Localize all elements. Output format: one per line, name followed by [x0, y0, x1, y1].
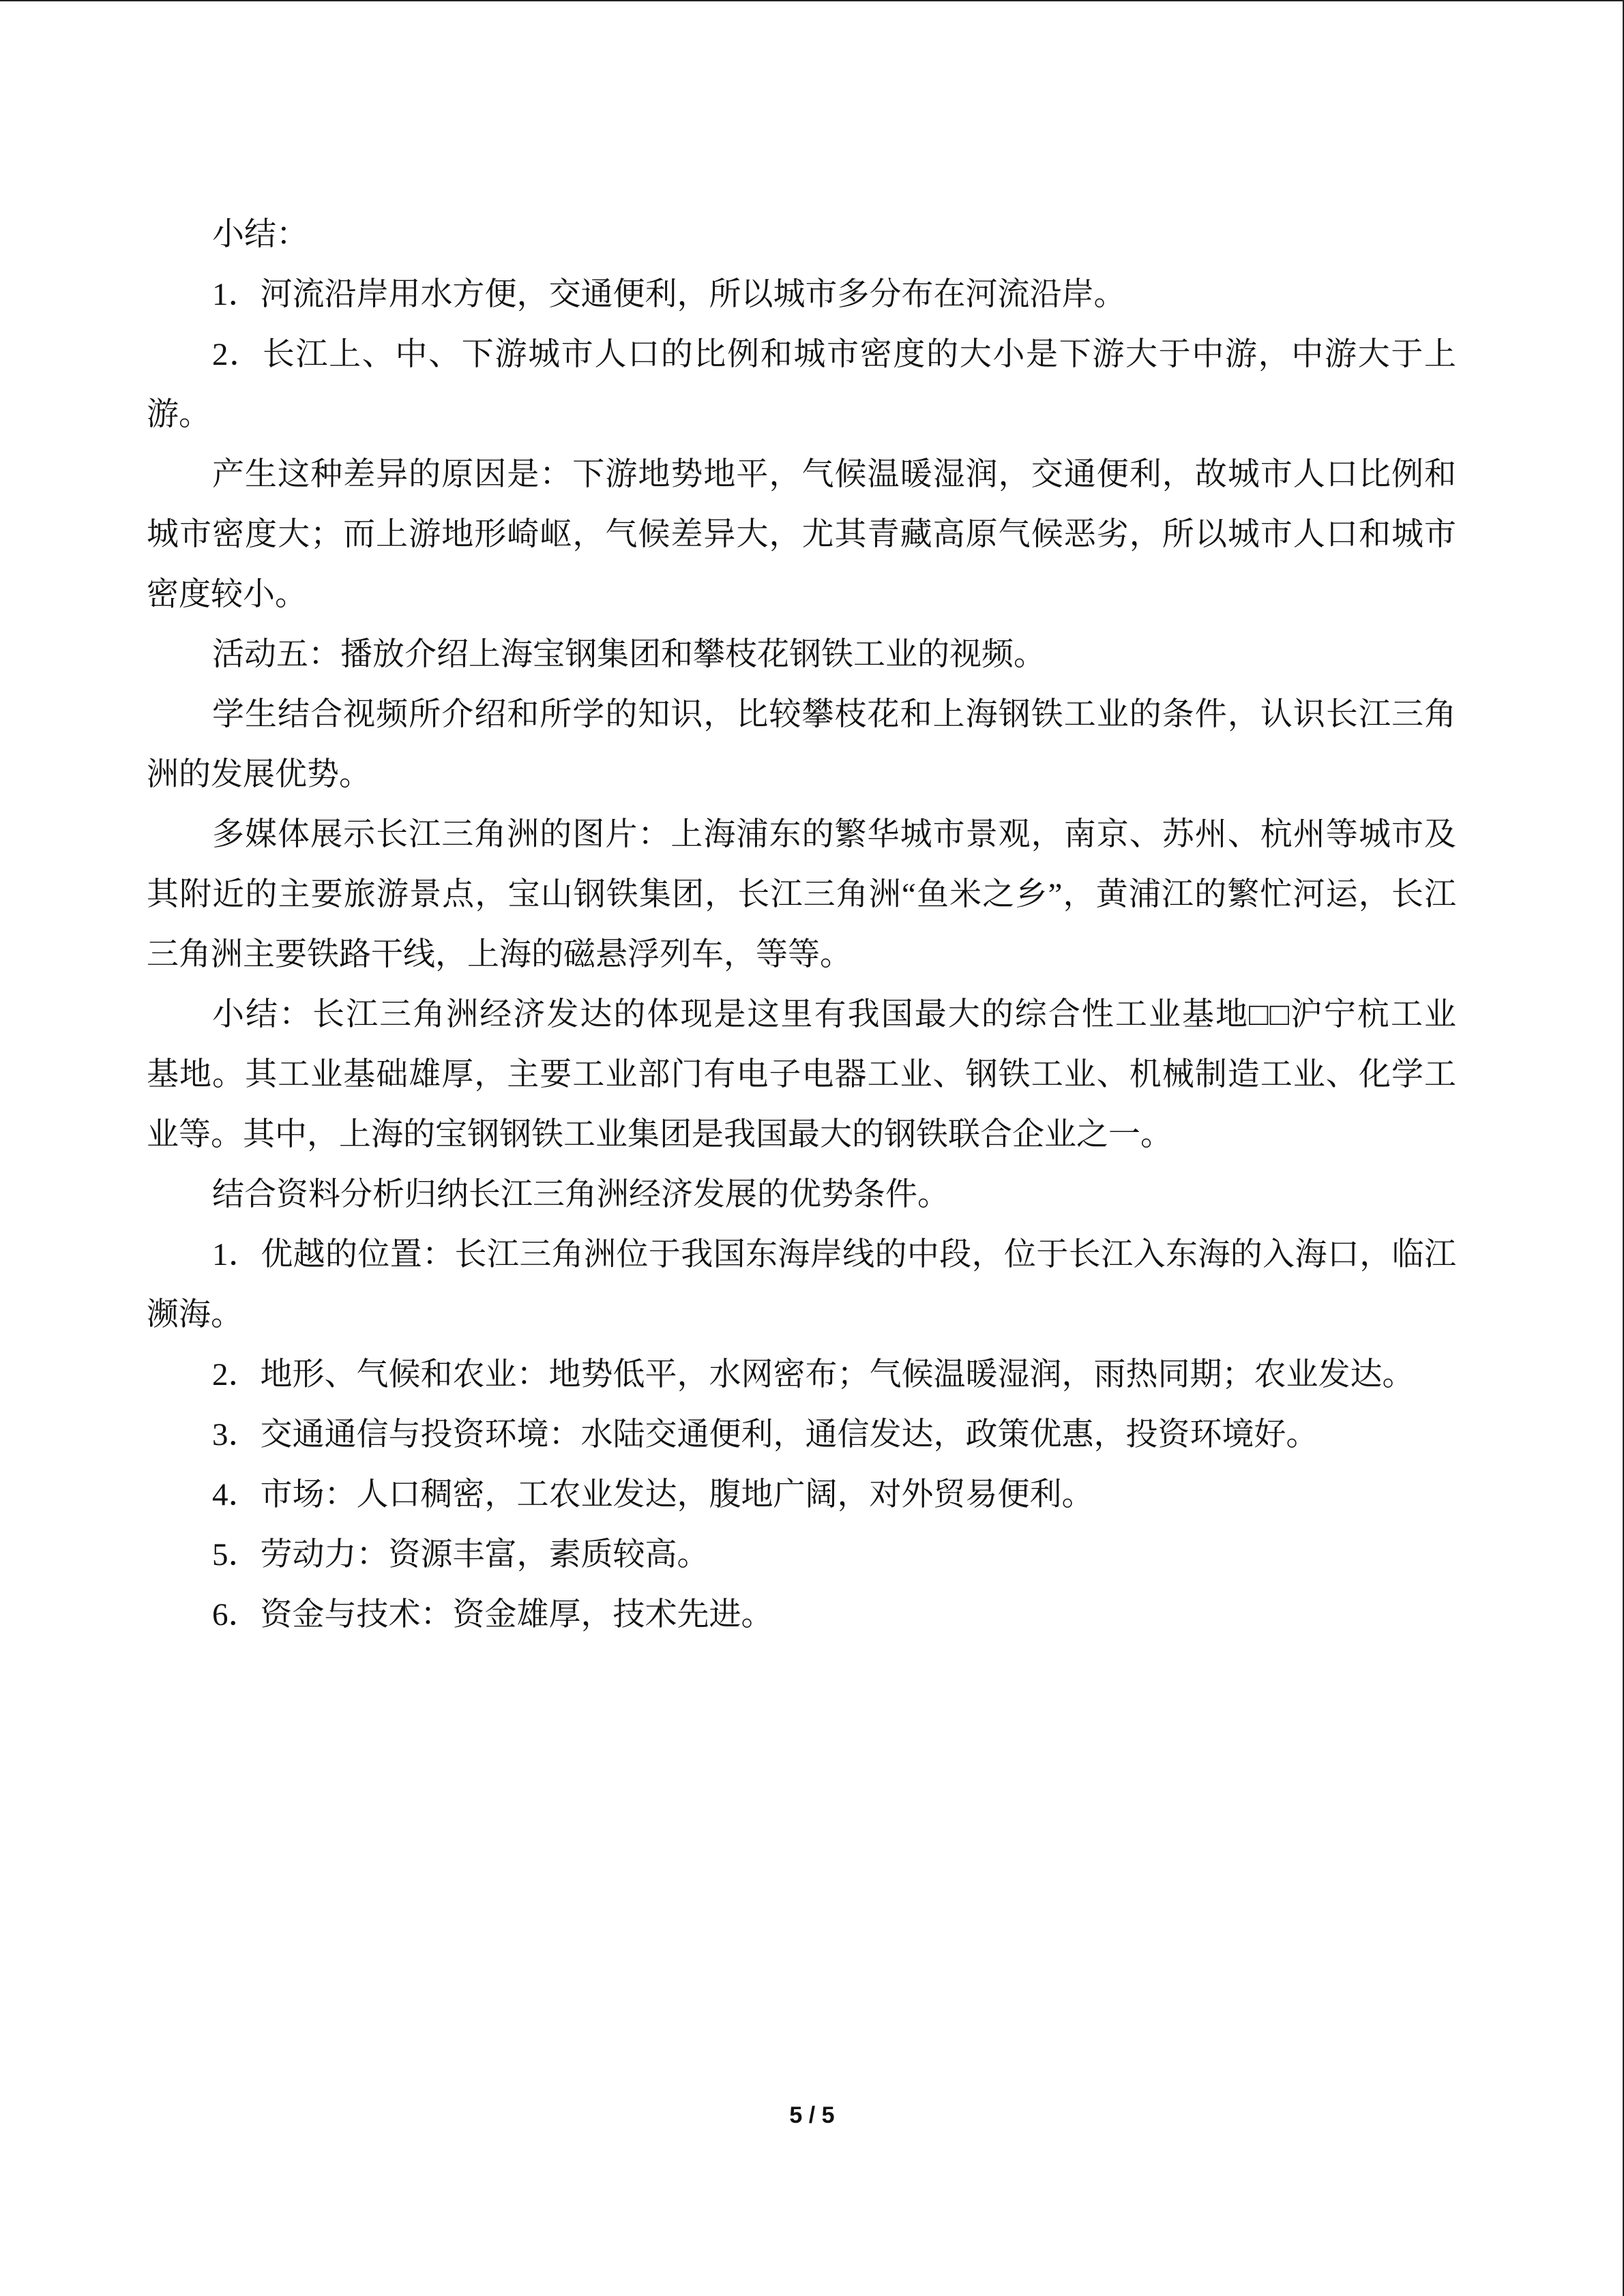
- advantage-item-2: [147, 1345, 1456, 1405]
- text-line: 产生这种差异的原因是：下游地势地平，气候温暖湿润，交通便利，故城市人口比例和: [212, 457, 1456, 492]
- advantage-item-5: [147, 1525, 1456, 1585]
- text-line: 小结：长江三角洲经济发达的体现是这里有我国最大的综合性工业基地□□沪宁杭工业: [212, 997, 1456, 1032]
- summary-heading: [147, 205, 1456, 265]
- multimedia-display-paragraph: [147, 805, 1456, 985]
- text-line: 1．优越的位置：长江三角洲位于我国东海岸线的中段，位于长江入东海的入海口，临江: [212, 1237, 1456, 1272]
- text-line: 密度较小。: [147, 577, 307, 612]
- text-line: 结合资料分析归纳长江三角洲经济发展的优势条件。: [212, 1177, 949, 1212]
- text-line: 三角洲主要铁路干线，上海的磁悬浮列车，等等。: [147, 937, 852, 972]
- document-body: [147, 205, 1456, 1645]
- page-number: 5 / 5: [789, 2102, 835, 2128]
- page-border-top: [0, 0, 1624, 1]
- text-line: 其附近的主要旅游景点，宝山钢铁集团，长江三角洲“鱼米之乡”，黄浦江的繁忙河运，长江: [147, 877, 1456, 912]
- text-line: 业等。其中，上海的宝钢钢铁工业集团是我国最大的钢铁联合企业之一。: [147, 1117, 1172, 1152]
- text-line: 6．资金与技术：资金雄厚，技术先进。: [212, 1597, 773, 1632]
- text-line: 2．长江上、中、下游城市人口的比例和城市密度的大小是下游大于中游，中游大于上: [212, 337, 1456, 372]
- text-line: 4．市场：人口稠密，工农业发达，腹地广阔，对外贸易便利。: [212, 1477, 1094, 1512]
- advantage-item-3: [147, 1405, 1456, 1465]
- student-comparison-paragraph: [147, 685, 1456, 805]
- text-line: 游。: [147, 397, 211, 432]
- text-line: 学生结合视频所介绍和所学的知识，比较攀枝花和上海钢铁工业的条件，认识长江三角: [212, 697, 1456, 732]
- activity-five-paragraph: [147, 625, 1456, 685]
- summary-point-2: [147, 325, 1456, 445]
- text-line: 小结：: [212, 217, 308, 252]
- advantages-intro-paragraph: [147, 1165, 1456, 1225]
- delta-summary-paragraph: [147, 985, 1456, 1165]
- text-line: 活动五：播放介绍上海宝钢集团和攀枝花钢铁工业的视频。: [212, 637, 1046, 672]
- text-line: 1．河流沿岸用水方便，交通便利，所以城市多分布在河流沿岸。: [212, 277, 1126, 312]
- text-line: 5．劳动力：资源丰富，素质较高。: [212, 1537, 709, 1572]
- advantage-item-4: [147, 1465, 1456, 1525]
- cause-explanation-paragraph: [147, 445, 1456, 625]
- text-line: 基地。其工业基础雄厚，主要工业部门有电子电器工业、钢铁工业、机械制造工业、化学工: [147, 1057, 1456, 1092]
- advantage-item-6: [147, 1585, 1456, 1645]
- text-line: 2．地形、气候和农业：地势低平，水网密布；气候温暖湿润，雨热同期；农业发达。: [212, 1357, 1415, 1392]
- text-line: 3．交通通信与投资环境：水陆交通便利，通信发达，政策优惠，投资环境好。: [212, 1417, 1318, 1452]
- summary-point-1: [147, 265, 1456, 325]
- text-line: 濒海。: [147, 1297, 243, 1332]
- advantage-item-1: [147, 1225, 1456, 1345]
- text-line: 洲的发展优势。: [147, 757, 371, 792]
- text-line: 多媒体展示长江三角洲的图片：上海浦东的繁华城市景观，南京、苏州、杭州等城市及: [212, 817, 1456, 852]
- text-line: 城市密度大；而上游地形崎岖，气候差异大，尤其青藏高原气候恶劣，所以城市人口和城市: [147, 517, 1456, 552]
